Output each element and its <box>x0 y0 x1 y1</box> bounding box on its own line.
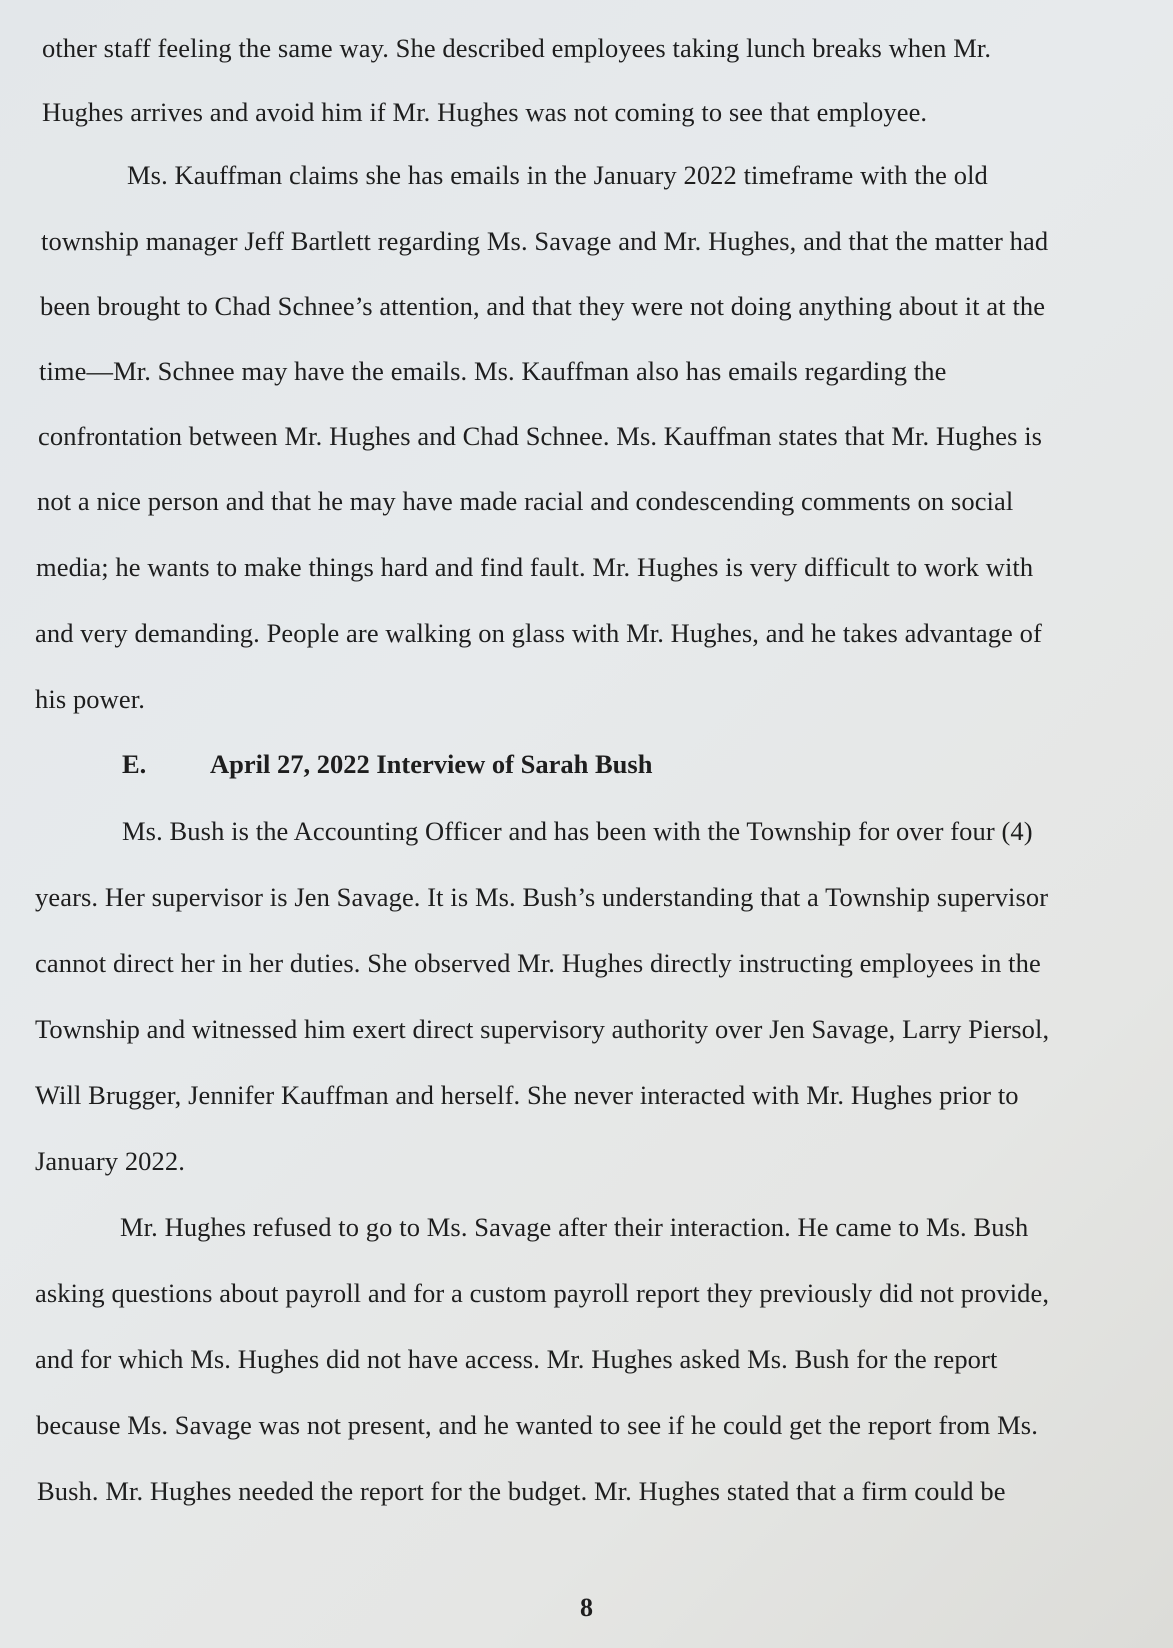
body-text-line: Ms. Bush is the Accounting Officer and has been with the Township for over four (4) <box>122 816 1033 846</box>
body-text-line: his power. <box>35 684 145 714</box>
body-text-line: Hughes arrives and avoid him if Mr. Hughes was not coming to see that employee. <box>42 97 928 127</box>
body-text-line: cannot direct her in her duties. She observed Mr. Hughes directly instructing employees in the <box>35 948 1041 978</box>
section-letter: E. <box>122 749 147 779</box>
body-text-line: confrontation between Mr. Hughes and Chad Schnee. Ms. Kauffman states that Mr. Hughes is <box>38 421 1043 451</box>
body-text-line: Ms. Kauffman claims she has emails in the January 2022 timeframe with the old <box>127 160 988 190</box>
body-text-line: years. Her supervisor is Jen Savage. It is Ms. Bush’s understanding that a Township supervisor <box>35 882 1049 912</box>
page-number: 8 <box>580 1593 593 1622</box>
body-text-line: been brought to Chad Schnee’s attention, and that they were not doing anything about it at the <box>40 291 1046 321</box>
body-text-line: Will Brugger, Jennifer Kauffman and herself. She never interacted with Mr. Hughes prior to <box>35 1080 1019 1110</box>
body-text-line: and for which Ms. Hughes did not have access. Mr. Hughes asked Ms. Bush for the report <box>35 1344 998 1374</box>
body-text-line: Bush. Mr. Hughes needed the report for the budget. Mr. Hughes stated that a firm could be <box>37 1476 1006 1506</box>
section-heading: April 27, 2022 Interview of Sarah Bush <box>210 749 653 779</box>
body-text-line: asking questions about payroll and for a custom payroll report they previously did not provide, <box>35 1278 1050 1308</box>
body-text-line: and very demanding. People are walking on glass with Mr. Hughes, and he takes advantage of <box>35 618 1042 648</box>
body-text-line: Township and witnessed him exert direct supervisory authority over Jen Savage, Larry Piersol, <box>35 1014 1050 1044</box>
body-text-line: other staff feeling the same way. She described employees taking lunch breaks when Mr. <box>42 33 992 63</box>
body-text-line: time—Mr. Schnee may have the emails. Ms. Kauffman also has emails regarding the <box>39 356 947 386</box>
body-text-line: township manager Jeff Bartlett regarding Ms. Savage and Mr. Hughes, and that the matter had <box>41 226 1049 256</box>
body-text-line: January 2022. <box>35 1146 185 1176</box>
body-text-line: Mr. Hughes refused to go to Ms. Savage after their interaction. He came to Ms. Bush <box>120 1212 1029 1242</box>
body-text-line: not a nice person and that he may have made racial and condescending comments on social <box>37 486 1014 516</box>
body-text-line: media; he wants to make things hard and find fault. Mr. Hughes is very difficult to work with <box>36 552 1034 582</box>
body-text-line: because Ms. Savage was not present, and he wanted to see if he could get the report from Ms. <box>36 1410 1038 1440</box>
